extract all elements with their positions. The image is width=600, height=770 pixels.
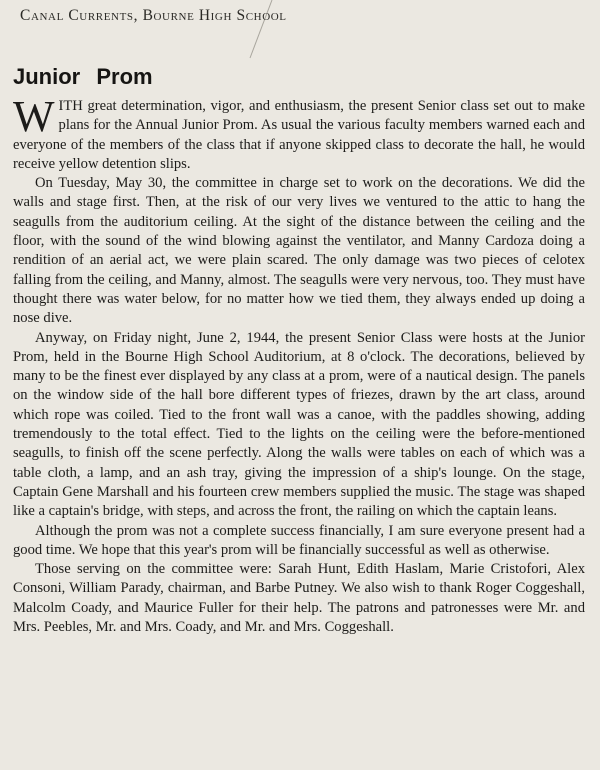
running-head: Canal Currents, Bourne High School: [20, 7, 287, 24]
article-title: Junior Prom: [13, 64, 153, 89]
paragraph-1-text: ITH great determination, vigor, and enthusiasm, the present Senior class set out to make plans for the Annual Junior Prom. As usual the various faculty members warned each and everyone of the members of the class that if anyone skipped class to decorate the hall, he would receive yellow detention slips.: [13, 98, 585, 172]
paragraph-4: Although the prom was not a complete success financially, I am sure everyone present had a good time. We hope that this year's prom will be financially successful as well as otherwise.: [13, 522, 585, 558]
article-body: [13, 92, 585, 637]
paragraph-5: Those serving on the committee were: Sarah Hunt, Edith Haslam, Marie Cristofori, Alex Consoni, William Parady, chairman, and Barbe Putney. We also wish to thank Roger Coggeshall, Malcolm Coady, and Maurice Fuller for their help. The patrons and patronesses were Mr. and Mrs. Peebles, Mr. and Mrs. Coady, and Mr. and Mrs. Coggeshall.: [13, 561, 585, 636]
paragraph-2: On Tuesday, May 30, the committee in charge set to work on the decorations. We did the walls and stage first. Then, at the risk of our very lives we ventured to the attic to hang the seagulls from the auditorium ceiling. At the sight of the distance between the ceiling and the floor, with the sound of the wind blowing against the ventilator, and Manny Cardoza doing a rendition of an aerial act, we were plain scared. The only damage was two pieces of celotex falling from the ceiling, and Manny, almost. The seagulls were very nervous, too. They must have thought there was water below, for no matter how we tied them, they always ended up doing a nose dive.: [13, 175, 585, 327]
paragraph-3: Anyway, on Friday night, June 2, 1944, the present Senior Class were hosts at the Junior Prom, held in the Bourne High School Auditorium, at 8 o'clock. The decorations, believed by many to be the finest ever displayed by any class at a prom, were of a nautical design. The panels on the window side of the hall bore different types of friezes, drawn by the art class, around which rope was coiled. Tied to the front wall was a canoe, with the paddles showing, adding tremendously to the total effect. Tied to the lights on the ceiling were the before-mentioned seagulls, to finish off the scene perfectly. Along the walls were tables on each of which was a table cloth, a lamp, and an ash tray, giving the impression of a ship's lounge. On the stage, Captain Gene Marshall and his fourteen crew members supplied the music. The stage was shaped like a captain's bridge, with steps, and across the front, the railing on which the captain leans.: [13, 329, 585, 520]
paragraph-1: [13, 92, 585, 174]
drop-cap: W: [13, 92, 55, 141]
